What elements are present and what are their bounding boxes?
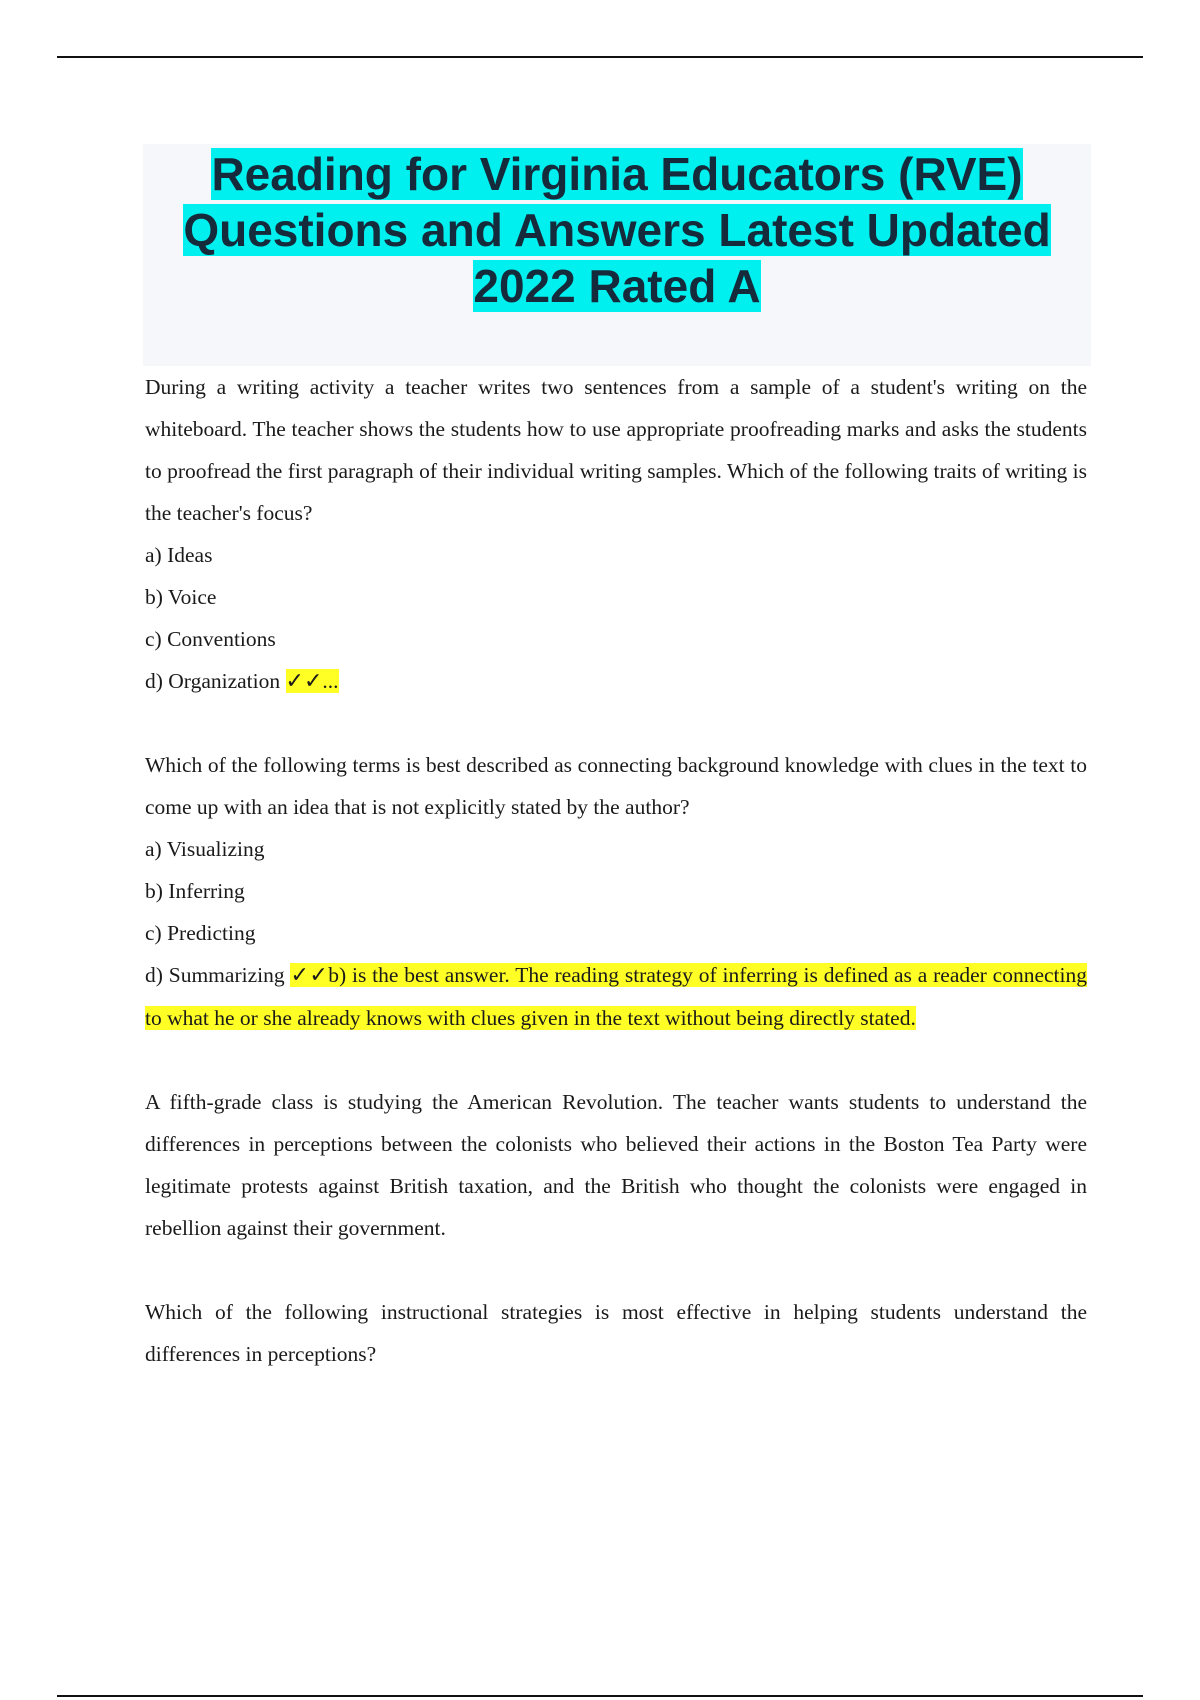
passage-text: A fifth-grade class is studying the American Revolution. The teacher wants students to understand the differences in perceptions between the colonists who believed their actions in the Boston Tea Party were legitimate protests against British taxation, and the British who thought the colonists were engaged in rebellion against their government. <box>145 1090 1087 1240</box>
page-title <box>143 144 1091 314</box>
option-d <box>145 954 1087 1039</box>
option-c: c) Predicting <box>145 921 256 945</box>
option-d-label: d) Summarizing <box>145 963 285 987</box>
title-line-3: 2022 Rated A <box>473 260 761 312</box>
answer-highlight <box>286 669 339 693</box>
footer-rule <box>57 1695 1143 1697</box>
question-text: Which of the following instructional strategies is most effective in helping students understand the differences in perceptions? <box>145 1300 1087 1366</box>
option-b: b) Inferring <box>145 879 245 903</box>
title-line-2: Questions and Answers Latest Updated <box>183 204 1051 256</box>
checkmark-icon: ✓✓ <box>290 963 329 988</box>
option-d-label: d) Organization <box>145 669 281 693</box>
answer-highlight <box>145 963 1087 1030</box>
answer-text: b) is the best answer. The reading strategy of inferring is defined as a reader connecting to what he or she already knows with clues given in the text without being directly stated. <box>145 963 1087 1030</box>
option-c: c) Conventions <box>145 627 276 651</box>
spacer <box>145 1039 1087 1081</box>
title-banner <box>143 144 1091 366</box>
option-a: a) Ideas <box>145 543 213 567</box>
question-text: Which of the following terms is best described as connecting background knowledge with clues in the text to come up with an idea that is not explicitly stated by the author? <box>145 753 1087 819</box>
spacer <box>145 1249 1087 1291</box>
checkmark-icon: ✓✓ <box>285 669 323 694</box>
option-a: a) Visualizing <box>145 837 265 861</box>
option-b: b) Voice <box>145 585 217 609</box>
document-body <box>145 366 1087 1375</box>
header-rule <box>57 56 1143 58</box>
question-1 <box>145 366 1087 702</box>
answer-text: ... <box>322 669 339 693</box>
question-text: During a writing activity a teacher writes two sentences from a sample of a student's writing on the whiteboard. The teacher shows the students how to use appropriate proofreading marks and asks the students to proofread the first paragraph of their individual writing samples. Which of the following traits of writing is the teacher's focus? <box>145 375 1087 525</box>
spacer <box>145 702 1087 744</box>
title-line-1: Reading for Virginia Educators (RVE) <box>211 148 1023 200</box>
option-d <box>145 660 1087 702</box>
question-2 <box>145 744 1087 1039</box>
